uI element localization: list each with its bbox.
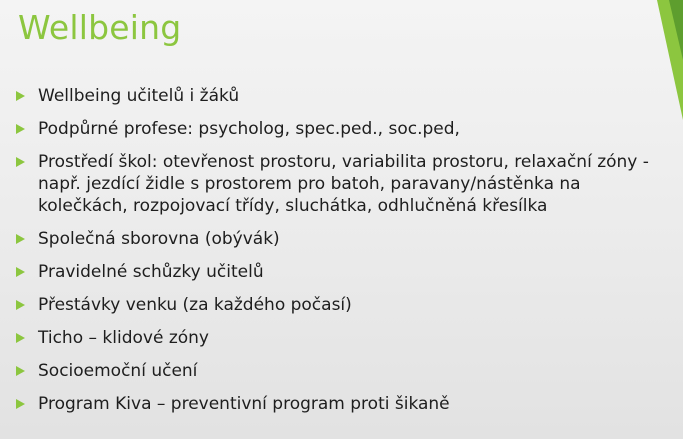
bullet-item bbox=[16, 393, 656, 415]
bullet-item bbox=[16, 294, 656, 316]
bullet-arrow-icon bbox=[16, 267, 25, 277]
bullet-text: Wellbeing učitelů i žáků bbox=[38, 86, 240, 106]
bullet-text: Socioemoční učení bbox=[38, 361, 198, 381]
bullet-item bbox=[16, 151, 656, 217]
bullet-arrow-icon bbox=[16, 124, 25, 134]
bullet-text: Podpůrné profese: psycholog, spec.ped., soc.ped, bbox=[38, 119, 460, 139]
bullet-text: Přestávky venku (za každého počasí) bbox=[38, 295, 352, 315]
bullet-arrow-icon bbox=[16, 333, 25, 343]
bullet-item bbox=[16, 360, 656, 382]
bullet-text: Ticho – klidové zóny bbox=[38, 328, 209, 348]
bullet-text: Společná sborovna (obývák) bbox=[38, 229, 280, 249]
bullet-arrow-icon bbox=[16, 234, 25, 244]
bullet-item bbox=[16, 118, 656, 140]
bullet-item bbox=[16, 228, 656, 250]
bullet-text: Program Kiva – preventivní program proti šikaně bbox=[38, 394, 450, 414]
bullet-text: Pravidelné schůzky učitelů bbox=[38, 262, 264, 282]
bullet-arrow-icon bbox=[16, 399, 25, 409]
bullet-item bbox=[16, 85, 656, 107]
bullet-arrow-icon bbox=[16, 366, 25, 376]
bullet-arrow-icon bbox=[16, 157, 25, 167]
bullet-arrow-icon bbox=[16, 300, 25, 310]
bullet-text: Prostředí škol: otevřenost prostoru, variabilita prostoru, relaxační zóny - např. jezdící židle s prostorem pro batoh, paravany/nástěnka na kolečkách, rozpojovací třídy, sluchátka, odhlučněná křesílka bbox=[38, 152, 649, 216]
bullet-item bbox=[16, 327, 656, 349]
bullet-arrow-icon bbox=[16, 91, 25, 101]
bullet-list bbox=[16, 85, 656, 415]
slide-title: Wellbeing bbox=[18, 8, 182, 47]
bullet-item bbox=[16, 261, 656, 283]
